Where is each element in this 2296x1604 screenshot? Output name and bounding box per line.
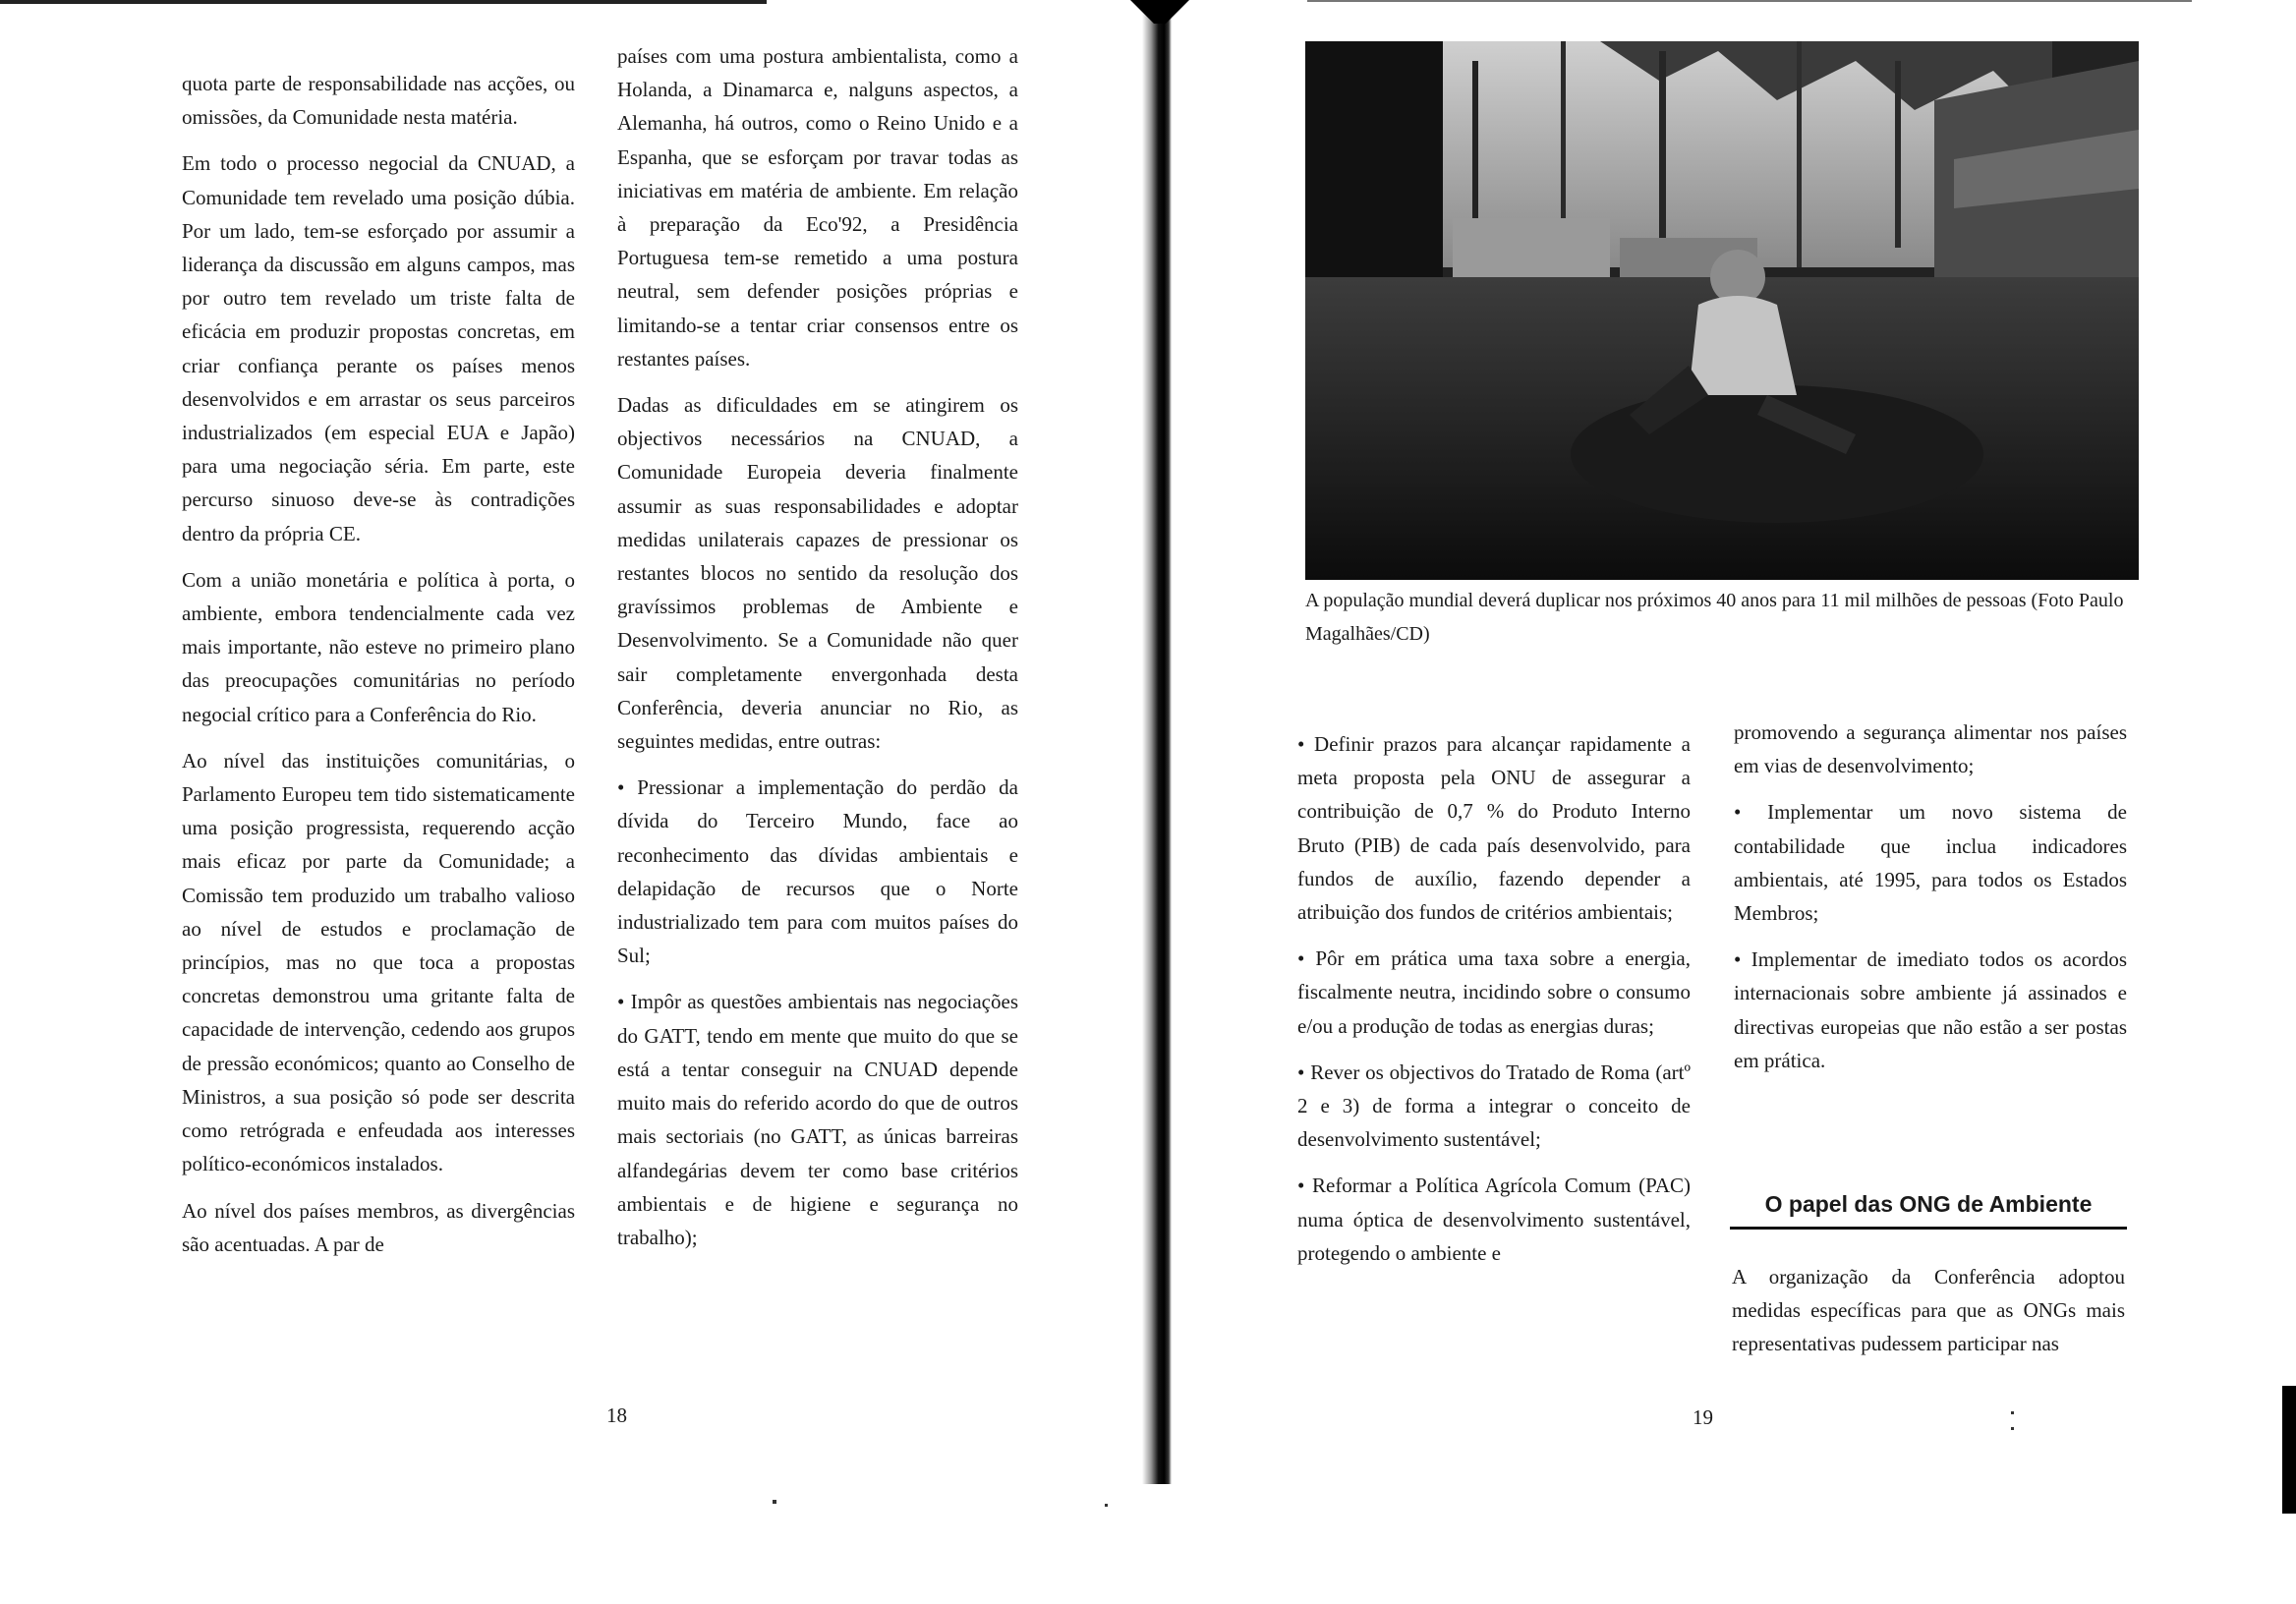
bullet-item: • Implementar um novo sistema de contabilidade que inclua indicadores ambientais, até 1995, para todos os Estados Membros;: [1734, 800, 2127, 926]
scan-speck: [2011, 1411, 2014, 1414]
paragraph: países com uma postura ambientalista, como a Holanda, a Dinamarca e, nalguns aspectos, a Alemanha, há outros, como o Reino Unido e a Espanha, que se esforçam por travar todas as iniciativas em matéria de ambiente. Em relação à preparação da Eco'92, a Presidência Portuguesa tem-se remetido a uma postura neutral, sem defender posições próprias e limitando-se a tentar criar consensos entre os restantes países.: [617, 44, 1018, 371]
paragraph: Ao nível das instituições comunitárias, o Parlamento Europeu tem tido sistematicamente uma posição progressista, requerendo acção mais eficaz por parte da Comunidade; a Comissão tem produzido um trabalho valioso ao nível de estudos e proclamação de princípios, mas no que toca a propostas concretas demonstrou uma gritante falta de capacidade de intervenção, cedendo aos grupos de pressão económicos; quanto ao Conselho de Ministros, a sua posição só pode ser descrita como retrógrada e enfeudada aos interesses político-económicos instalados.: [182, 748, 575, 1176]
page-edge-shadow: [2282, 1386, 2296, 1514]
left-page-column-2: [617, 39, 1018, 1267]
bullet-item: • Rever os objectivos do Tratado de Roma (artº 2 e 3) de forma a integrar o conceito de desenvolvimento sustentável;: [1297, 1060, 1691, 1152]
right-page-column-2: [1734, 716, 2127, 1090]
paragraph: Ao nível dos países membros, as divergências são acentuadas. A par de: [182, 1198, 575, 1256]
top-scan-rule-left: [0, 0, 767, 4]
page-number-left: 18: [606, 1404, 627, 1427]
photo-child-in-village: [1305, 41, 2139, 580]
bullet-item: • Pressionar a implementação do perdão da dívida do Terceiro Mundo, face ao reconhecimento das dívidas ambientais e delapidação de recursos que o Norte industrializado tem para com muitos países do Sul;: [617, 775, 1018, 968]
bullet-item: • Pôr em prática uma taxa sobre a energia, fiscalmente neutra, incidindo sobre o consumo e/ou a produção de todas as energias duras;: [1297, 946, 1691, 1038]
section-paragraph: [1732, 1260, 2125, 1374]
bullet-item: • Reformar a Política Agrícola Comum (PAC) numa óptica de desenvolvimento sustentável, protegendo o ambiente e: [1297, 1174, 1691, 1265]
paragraph: A organização da Conferência adoptou medidas específicas para que as ONGs mais representativas pudessem participar nas: [1732, 1265, 2125, 1356]
paragraph: Com a união monetária e política à porta, o ambiente, embora tendencialmente cada vez mais importante, não esteve no primeiro plano das preocupações comunitárias no período negocial crítico para a Conferência do Rio.: [182, 567, 575, 726]
book-spine-top: [1130, 0, 1189, 24]
paragraph: promovendo a segurança alimentar nos países em vias de desenvolvimento;: [1734, 720, 2127, 778]
bullet-item: • Definir prazos para alcançar rapidamente a meta proposta pela ONU de assegurar a contribuição de 0,7 % do Produto Interno Bruto (PIB) de cada país desenvolvido, para fundos de auxílio, fazendo depender a atribuição dos fundos de critérios ambientais;: [1297, 732, 1691, 925]
scan-speck: [773, 1500, 776, 1504]
section-heading: O papel das ONG de Ambiente: [1730, 1189, 2127, 1230]
bullet-item: • Impôr as questões ambientais nas negociações do GATT, tendo em mente que muito do que se está a tentar conseguir na CNUAD depende muito mais do referido acordo do que de outros mais sectoriais (no GATT, as únicas barreiras alfandegárias devem ter como base critérios ambientais e de higiene e segurança no trabalho);: [617, 990, 1018, 1249]
right-page-column-1: [1297, 727, 1691, 1283]
scan-speck: [2011, 1427, 2014, 1430]
page-number-right: 19: [1693, 1405, 1713, 1429]
top-scan-rule-right: [1307, 0, 2192, 2]
bullet-item: • Implementar de imediato todos os acordos internacionais sobre ambiente já assinados e directivas europeias que não estão a ser postas em prática.: [1734, 947, 2127, 1072]
book-spine-shadow: [1142, 0, 1172, 1484]
photo-caption: A população mundial deverá duplicar nos próximos 40 anos para 11 mil milhões de pessoas (Foto Paulo Magalhães/CD): [1305, 590, 2124, 645]
paragraph: Dadas as dificuldades em se atingirem os objectivos necessários na CNUAD, a Comunidade Europeia deveria finalmente assumir as suas responsabilidades e adoptar medidas unilaterais capazes de pressionar os restantes blocos no sentido da resolução dos gravíssimos problemas de Ambiente e Desenvolvimento. Se a Comunidade não quer sair completamente envergonhada desta Conferência, deveria anunciar no Rio, as seguintes medidas, entre outras:: [617, 393, 1018, 754]
paragraph: Em todo o processo negocial da CNUAD, a Comunidade tem revelado uma posição dúbia. Por um lado, tem-se esforçado por assumir a liderança da discussão em alguns campos, mas por outro tem revelado um triste falta de eficácia em produzir propostas concretas, em criar confiança perante os países menos desenvolvidos e em arrastar os seus parceiros industrializados (em especial EUA e Japão) para uma negociação séria. Em parte, este percurso sinuoso deve-se às contradições dentro da própria CE.: [182, 151, 575, 545]
scan-speck: [1105, 1504, 1108, 1507]
paragraph: quota parte de responsabilidade nas acções, ou omissões, da Comunidade nesta matéria.: [182, 72, 575, 130]
left-page-column-1: [182, 67, 575, 1274]
